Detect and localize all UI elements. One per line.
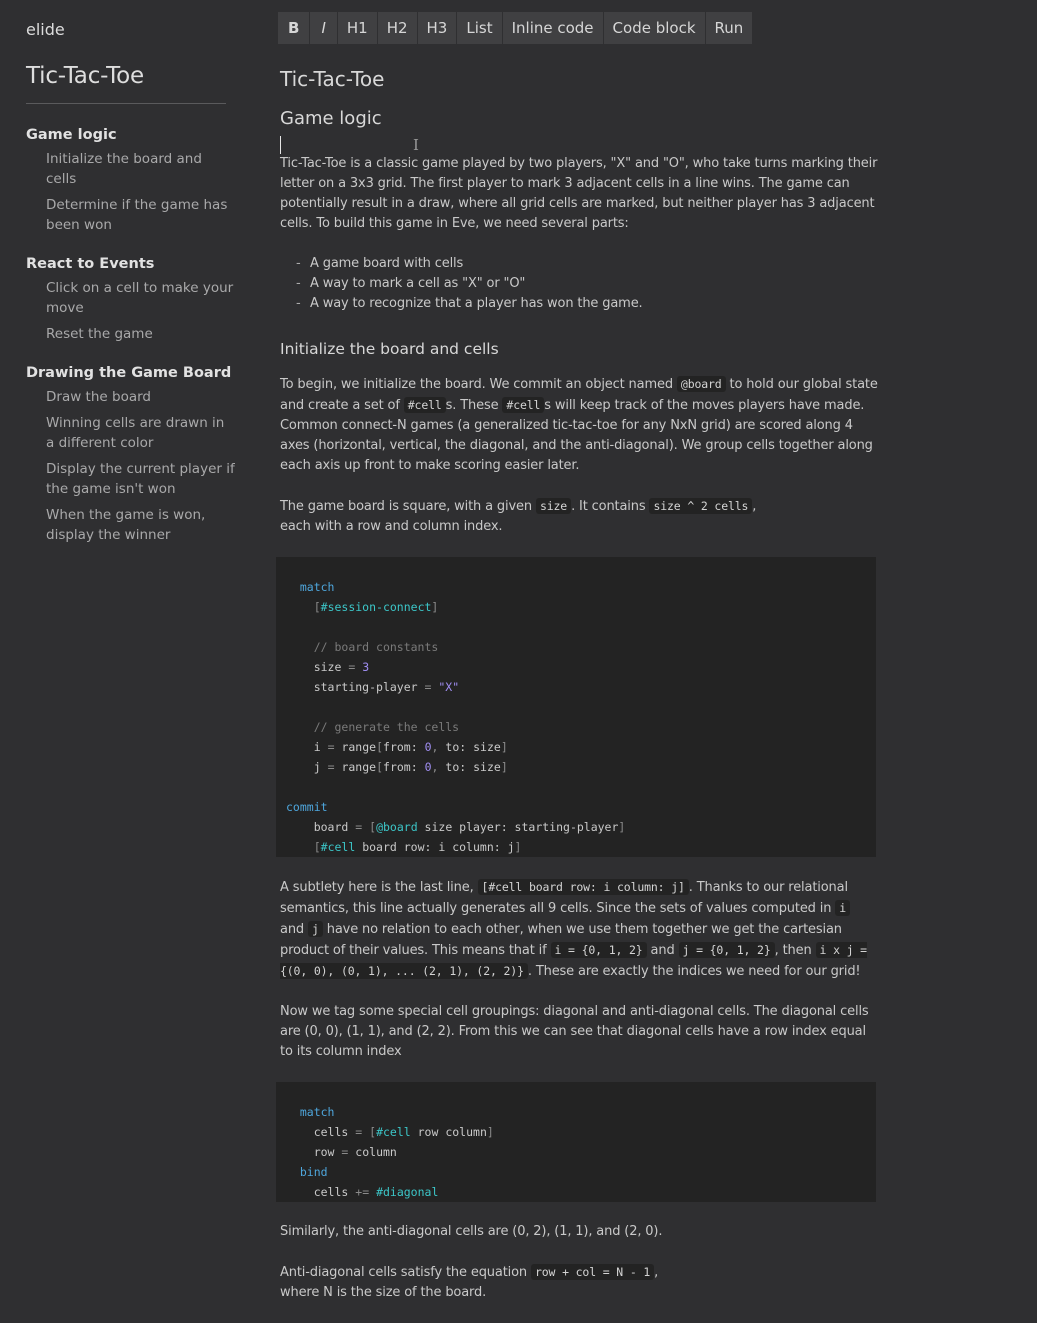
code-var: starting-player: [313, 680, 418, 694]
text: each with a row and column index.: [280, 519, 503, 534]
text: and: [280, 922, 308, 937]
inline-code-button[interactable]: Inline code: [503, 12, 604, 44]
code-fn: range: [341, 760, 377, 774]
run-button[interactable]: Run: [706, 12, 753, 44]
inline-code: i: [835, 900, 850, 916]
text: s will keep track of the moves players have made. Common connect-N games (a generalized tic-tac-toe for any NxN grid) are scored along 4 axes (horizontal, vertical, the diagonal, and the anti-diagonal). We group cells together along each axis up front to make scoring easier later.: [280, 398, 873, 473]
code-fn: range: [341, 740, 377, 754]
code-block-button[interactable]: Code block: [604, 12, 706, 44]
code-key: to:: [445, 740, 467, 754]
list-item: - A way to mark a cell as "X" or "O": [296, 274, 878, 294]
code-attrs: row column: [410, 1125, 487, 1139]
code-tag: #cell: [320, 840, 356, 854]
intro-paragraph: Tic-Tac-Toe is a classic game played by two players, "X" and "O", who take turns marking their letter on a 3x3 grid. The first player to mark 3 adjacent cells in a line wins. The game can potentially result in a draw, where all grid cells are marked, but neither player has 3 adjacent cells. To build this game in Eve, we need several parts:: [280, 156, 878, 231]
subtlety-paragraph: [280, 877, 878, 982]
heading-game-logic: Game logic: [280, 108, 382, 129]
code-tag: #session-connect: [320, 600, 432, 614]
text: to hold our global state and create a set of: [280, 377, 878, 413]
code-string: "X": [438, 680, 460, 694]
code-var: cells: [313, 1125, 349, 1139]
code-key: from:: [383, 740, 418, 754]
inline-code: size: [536, 498, 571, 514]
inline-code: #cell: [404, 397, 446, 413]
code-number: 0: [424, 760, 432, 774]
text-caret: [280, 136, 281, 154]
code-key: from:: [383, 760, 418, 774]
code-number: 3: [362, 660, 370, 674]
list-button[interactable]: List: [457, 12, 502, 44]
sidebar-doc-title: Tic-Tac-Toe: [26, 63, 144, 89]
toc-item-determine-won[interactable]: Determine if the game has been won: [46, 197, 228, 233]
code-tag: @board: [376, 820, 418, 834]
code-keyword: match: [299, 580, 335, 594]
app-brand[interactable]: elide: [26, 20, 65, 39]
toc-group-game-logic: [26, 124, 236, 235]
list-item: - A way to recognize that a player has won the game.: [296, 294, 878, 314]
text: where N is the size of the board.: [280, 1285, 487, 1300]
code-var: row: [313, 1145, 335, 1159]
toc-item-display-winner[interactable]: When the game is won, display the winner: [46, 507, 206, 543]
format-toolbar: [278, 12, 752, 44]
toc-item-click-cell[interactable]: Click on a cell to make your move: [46, 280, 234, 316]
code-keyword: match: [299, 1105, 335, 1119]
h2-button[interactable]: H2: [378, 12, 418, 44]
toc-item-winning-cells[interactable]: Winning cells are drawn in a different color: [46, 415, 225, 451]
text: ,: [752, 499, 757, 514]
text: . It contains: [571, 499, 650, 514]
sidebar-divider: [26, 103, 226, 104]
inline-code: j = {0, 1, 2}: [679, 942, 775, 958]
code-keyword: commit: [286, 800, 328, 814]
text: have no relation to each other, when we use them together we get the cartesian product of their values. This means that if: [280, 922, 842, 958]
list-item: - A game board with cells: [296, 254, 878, 274]
code-tag: #diagonal: [376, 1185, 439, 1199]
toc-section-react-events[interactable]: React to Events: [26, 256, 155, 272]
code-keyword: bind: [299, 1165, 328, 1179]
diagonal-paragraph: Now we tag some special cell groupings: diagonal and anti-diagonal cells. The diagonal cells are (0, 0), (1, 1), and (2, 2). From this we can see that diagonal cells have a row index equal to its column index: [280, 1004, 869, 1059]
h3-button[interactable]: H3: [418, 12, 458, 44]
code-block-diagonal[interactable]: match cells = [#cell row column] row = column bind cells += #diagonal: [276, 1082, 876, 1202]
text: s. These: [445, 398, 503, 413]
inline-code: #cell: [502, 397, 544, 413]
toc-item-reset-game[interactable]: Reset the game: [46, 326, 153, 342]
board-size-paragraph: [280, 496, 878, 537]
toc-item-draw-board[interactable]: Draw the board: [46, 389, 151, 405]
code-key: to:: [445, 760, 467, 774]
ibeam-cursor-icon: I: [413, 136, 419, 154]
code-var: size: [473, 740, 501, 754]
text: , then: [774, 943, 816, 958]
code-var: j: [313, 760, 321, 774]
toc-group-drawing-board: [26, 362, 236, 545]
code-var: i: [313, 740, 321, 754]
h1-button[interactable]: H1: [338, 12, 378, 44]
text: To begin, we initialize the board. We commit an object named: [280, 377, 677, 392]
toc-group-react-events: [26, 253, 236, 344]
text: ,: [654, 1265, 659, 1280]
toc-item-initialize-board[interactable]: Initialize the board and cells: [46, 151, 202, 187]
bold-button[interactable]: B: [278, 12, 310, 44]
inline-code: i = {0, 1, 2}: [551, 942, 647, 958]
code-operator: +=: [355, 1185, 370, 1199]
toc-section-game-logic[interactable]: Game logic: [26, 127, 117, 143]
anti-diagonal-paragraph: Similarly, the anti-diagonal cells are (0, 2), (1, 1), and (2, 0).: [280, 1224, 663, 1239]
code-comment: // board constants: [313, 640, 439, 654]
italic-button[interactable]: I: [310, 12, 337, 44]
code-comment: // generate the cells: [313, 720, 460, 734]
inline-code: row + col = N - 1: [531, 1264, 654, 1280]
inline-code: i x j = {(0, 0), (0, 1), ... (2, 1), (2, 2)}: [280, 943, 867, 978]
table-of-contents: [26, 124, 236, 563]
code-var: cells: [313, 1185, 349, 1199]
code-var: column: [355, 1145, 397, 1159]
inline-code: @board: [677, 376, 726, 392]
text: A subtlety here is the last line,: [280, 880, 478, 895]
toc-section-drawing-board[interactable]: Drawing the Game Board: [26, 365, 232, 381]
empty-line[interactable]: [280, 134, 878, 154]
code-block-init[interactable]: match [#session-connect] // board constants size = 3 starting-player = "X" // generate the cells i = range[from: 0, to: size] j = range[from: 0, to: size] commit board = [@board size player: starting-player] [#cell board row: i column: j]: [276, 557, 876, 857]
code-var: board: [313, 820, 349, 834]
text: The game board is square, with a given: [280, 499, 536, 514]
toc-item-current-player[interactable]: Display the current player if the game isn't won: [46, 461, 235, 497]
equation-paragraph: [280, 1262, 878, 1303]
code-tag: #cell: [376, 1125, 411, 1139]
text: Anti-diagonal cells satisfy the equation: [280, 1265, 531, 1280]
code-var: size: [473, 760, 501, 774]
inline-code: j: [308, 921, 323, 937]
text: . These are exactly the indices we need for our grid!: [527, 964, 861, 979]
code-attrs: board row: i column: j: [355, 840, 515, 854]
inline-code: size ^ 2 cells: [649, 498, 752, 514]
doc-title: Tic-Tac-Toe: [280, 67, 385, 91]
sidebar: [0, 0, 250, 1252]
code-attrs: size player: starting-player: [417, 820, 619, 834]
initialize-paragraph: [280, 374, 878, 476]
code-number: 0: [424, 740, 432, 754]
inline-code: [#cell board row: i column: j]: [478, 879, 689, 895]
text: and: [646, 943, 679, 958]
text: . Thanks to our relational semantics, this line actually generates all 9 cells. Since the sets of values computed in: [280, 880, 848, 916]
code-var: size: [313, 660, 342, 674]
parts-list: [280, 254, 878, 314]
document-editor[interactable]: [280, 64, 878, 1323]
heading-initialize-board: Initialize the board and cells: [280, 340, 499, 358]
